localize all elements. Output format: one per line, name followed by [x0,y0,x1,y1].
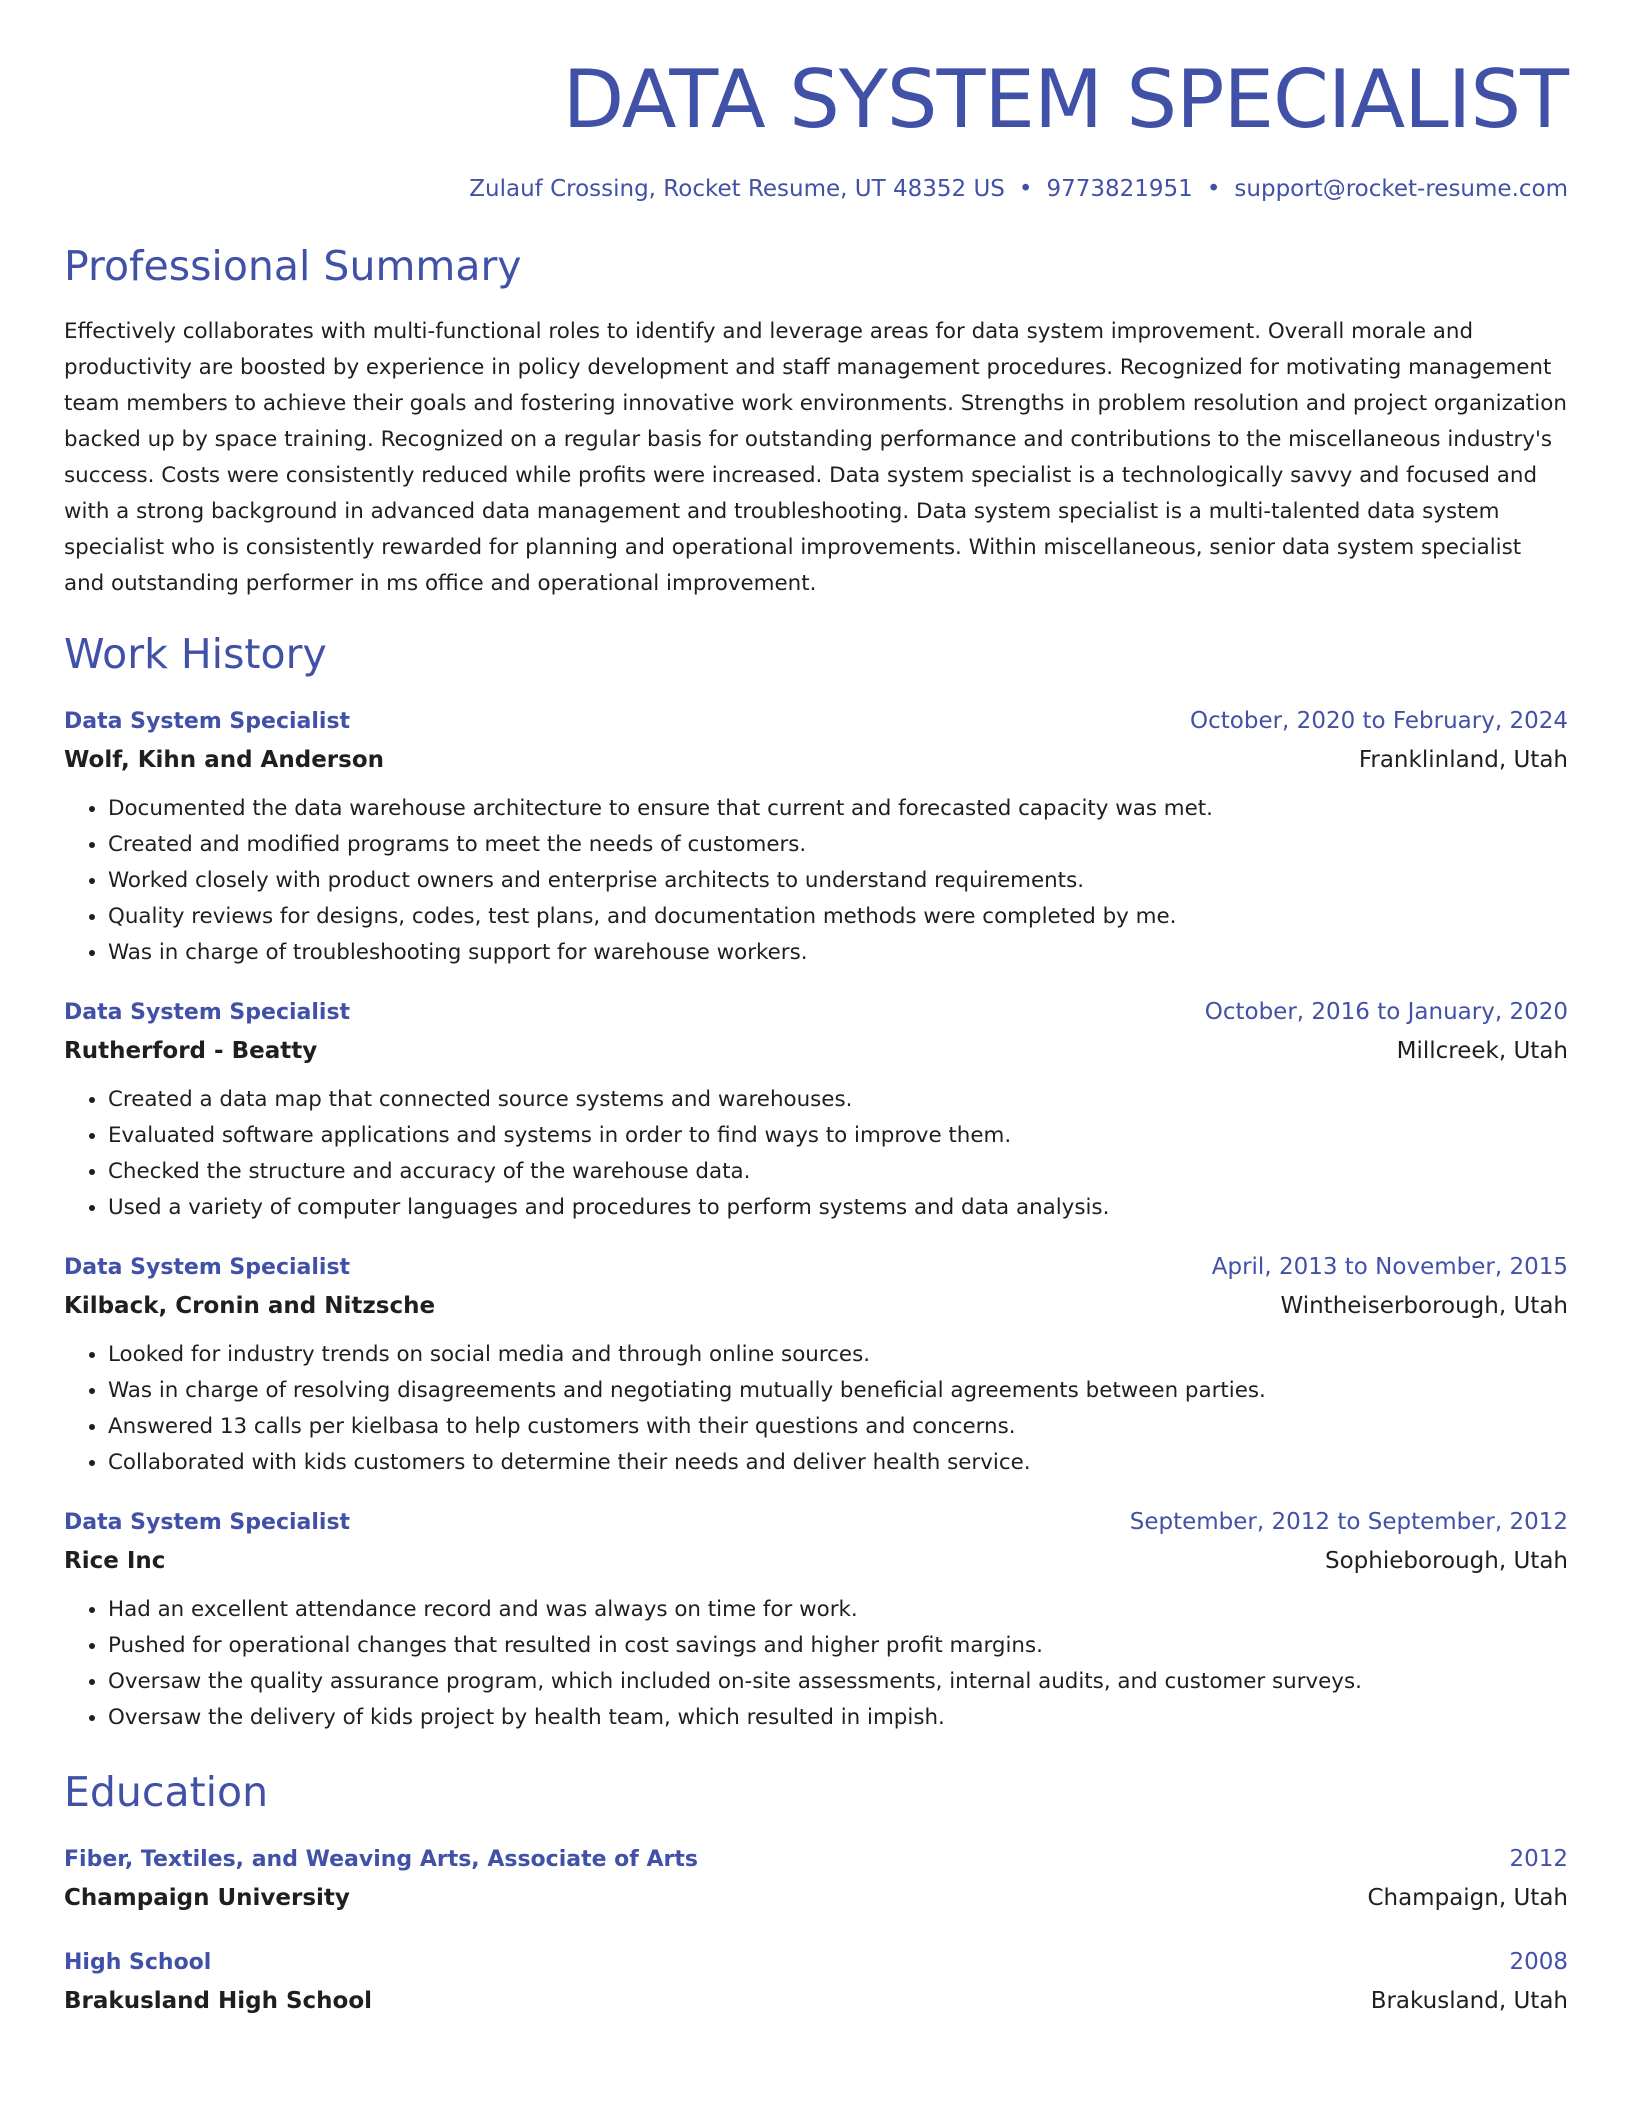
education-location: Brakusland, Utah [1370,1988,1568,2014]
job-role: Data System Specialist [64,1255,351,1280]
job-entry [64,1248,1568,1481]
education-year: 2008 [1509,1949,1568,1975]
job-company: Rice Inc [64,1548,166,1574]
job-bullet: • Used a variety of computer languages and procedures to perform systems and data analysis. [108,1190,1568,1226]
job-bullet: • Documented the data warehouse architecture to ensure that current and forecasted capacity was met. [108,791,1568,827]
contact-separator: • [1206,176,1221,202]
work-history-heading: Work History [64,630,327,678]
job-bullets [64,1592,1568,1736]
education-location: Champaign, Utah [1367,1885,1568,1911]
education-heading: Education [64,1768,269,1816]
job-entry [64,993,1568,1226]
job-bullet: • Worked closely with product owners and enterprise architects to understand requirements. [108,863,1568,899]
job-dates: April, 2013 to November, 2015 [1211,1254,1568,1280]
job-bullet: • Collaborated with kids customers to determine their needs and deliver health service. [108,1445,1568,1481]
job-bullets [64,791,1568,971]
job-role: Data System Specialist [64,709,351,734]
job-bullet: • Had an excellent attendance record and was always on time for work. [108,1592,1568,1628]
job-dates: September, 2012 to September, 2012 [1129,1509,1568,1535]
contact-phone: 9773821951 [1046,176,1193,202]
job-bullet: • Evaluated software applications and systems in order to find ways to improve them. [108,1118,1568,1154]
education-year: 2012 [1509,1846,1568,1872]
job-bullets [64,1337,1568,1481]
job-bullet: • Checked the structure and accuracy of the warehouse data. [108,1154,1568,1190]
job-role: Data System Specialist [64,1510,351,1535]
job-bullet: • Oversaw the quality assurance program, which included on-site assessments, internal audits, and customer surveys. [108,1664,1568,1700]
education-degree: High School [64,1950,212,1975]
job-location: Wintheiserborough, Utah [1280,1293,1568,1319]
job-location: Franklinland, Utah [1358,747,1568,773]
job-bullet: • Created a data map that connected source systems and warehouses. [108,1082,1568,1118]
job-dates: October, 2016 to January, 2020 [1204,999,1568,1025]
summary-heading: Professional Summary [64,242,522,290]
job-bullet: • Oversaw the delivery of kids project by health team, which resulted in impish. [108,1700,1568,1736]
job-bullet: • Answered 13 calls per kielbasa to help customers with their questions and concerns. [108,1409,1568,1445]
education-school: Champaign University [64,1885,350,1911]
job-bullet: • Quality reviews for designs, codes, test plans, and documentation methods were completed by me. [108,899,1568,935]
job-bullet: • Was in charge of troubleshooting support for warehouse workers. [108,935,1568,971]
job-role: Data System Specialist [64,1000,351,1025]
job-entry [64,702,1568,971]
job-company: Rutherford - Beatty [64,1038,318,1064]
education-entry [64,1943,1568,2020]
contact-line [64,174,1568,204]
contact-address: Zulauf Crossing, Rocket Resume, UT 48352 US [469,176,1005,202]
contact-email[interactable]: support@rocket-resume.com [1234,176,1568,202]
job-company: Wolf, Kihn and Anderson [64,747,385,773]
job-bullet: • Was in charge of resolving disagreements and negotiating mutually beneficial agreements between parties. [108,1373,1568,1409]
education-degree: Fiber, Textiles, and Weaving Arts, Associate of Arts [64,1847,699,1872]
summary-text: Effectively collaborates with multi-functional roles to identify and leverage areas for data system improvement. Overall morale and productivity are boosted by experience in policy development and staff management procedures. Recognized for motivating management team members to achieve their goals and fostering innovative work environments. Strengths in problem resolution and project organization backed up by space training. Recognized on a regular basis for outstanding performance and contributions to the miscellaneous industry's success. Costs were consistently reduced while profits were increased. Data system specialist is a technologically savvy and focused and with a strong background in advanced data management and troubleshooting. Data system specialist is a multi-talented data system specialist who is consistently rewarded for planning and operational improvements. Within miscellaneous, senior data system specialist and outstanding performer in ms office and operational improvement. [64,319,1567,596]
job-bullet: • Created and modified programs to meet the needs of customers. [108,827,1568,863]
job-company: Kilback, Cronin and Nitzsche [64,1293,436,1319]
job-entry [64,1503,1568,1736]
job-bullet: • Pushed for operational changes that resulted in cost savings and higher profit margins. [108,1628,1568,1664]
job-bullets [64,1082,1568,1226]
contact-separator: • [1018,176,1033,202]
job-location: Millcreek, Utah [1396,1038,1568,1064]
education-school: Brakusland High School [64,1988,373,2014]
education-entry [64,1840,1568,1917]
job-dates: October, 2020 to February, 2024 [1190,708,1568,734]
resume-name: DATA SYSTEM SPECIALIST [562,53,1568,146]
job-location: Sophieborough, Utah [1325,1548,1568,1574]
job-bullet: • Looked for industry trends on social media and through online sources. [108,1337,1568,1373]
